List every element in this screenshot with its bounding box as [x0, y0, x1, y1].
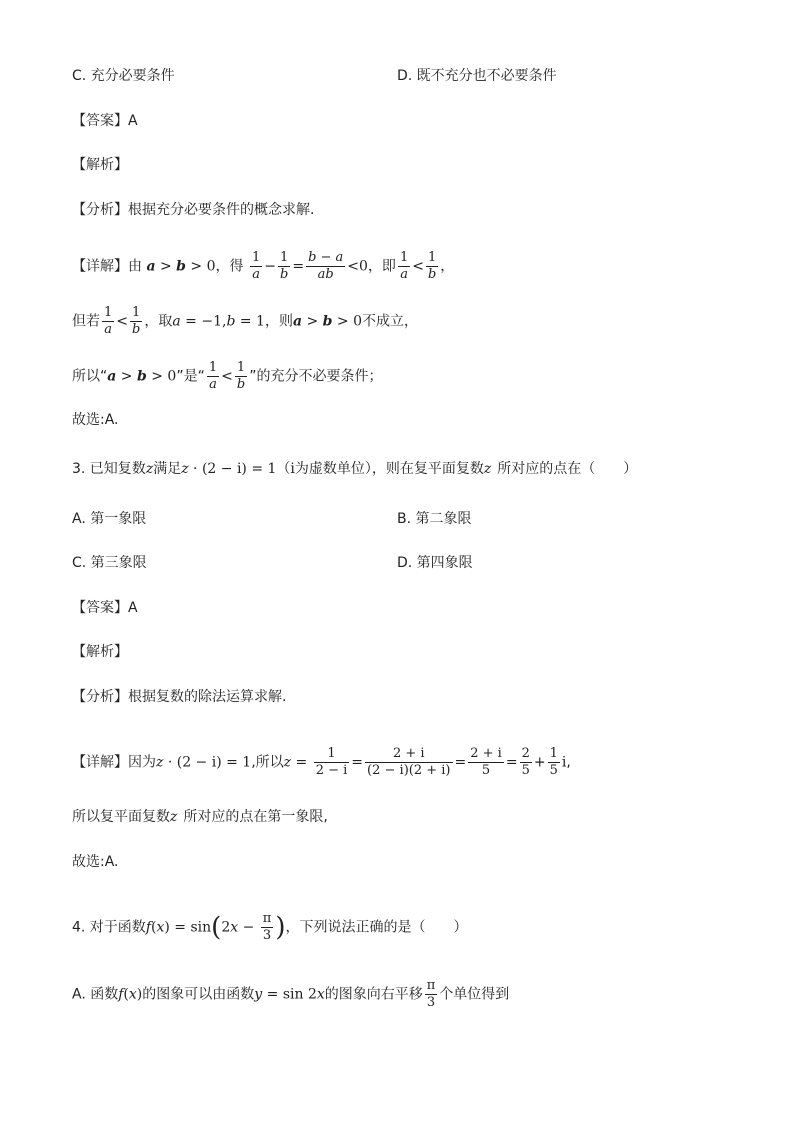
q3-fenxi	[72, 687, 286, 707]
answer-tag: 【答案】	[72, 600, 128, 616]
q3-option-a: A. 第一象限	[72, 511, 147, 527]
q2-fenxi	[72, 200, 314, 220]
q3-answer	[72, 598, 138, 618]
answer-value: A	[128, 113, 138, 129]
fraction-b-minus-a-over-ab: $\frac{b - a}{ab}$	[308, 250, 344, 282]
q3-xiangjie: 【详解】因为z · (2 − i) = 1,所以z = $\frac{1}{2 - i}$ = $\frac{2 + i}{(2 - i)(2 + i)}$ = $\frac{2 + i}{5}$ = $\frac{2}{5}$ + $\frac{1}{5}$ i,	[72, 746, 571, 778]
q2-xiangjie-line2: 但若 $\frac{1}{a}$ < $\frac{1}{b}$ ，取a = −1,b = 1，则a > b > 0不成立，	[72, 305, 419, 337]
q3-jiexi-heading: 【解析】	[72, 644, 128, 660]
fenxi-text: 根据充分必要条件的概念求解.	[128, 202, 315, 218]
q2-xiangjie-line1: 【详解】由 a > b > 0，得 $\frac{1}{a}$ − $\frac{1}{b}$ = $\frac{b - a}{ab}$ <0，即 $\frac{1}{a}$ < $\frac{1}{b}$ ，	[72, 250, 455, 282]
xiangjie-tag: 【详解】	[72, 754, 128, 771]
fenxi-tag: 【分析】	[72, 689, 128, 705]
q3-conclusion: 所以复平面复数z 所对应的点在第一象限,	[72, 809, 328, 825]
q4-option-a: A. 函数f(x)的图象可以由函数y = sin 2x的图象向右平移 $\frac{\pi}{3}$ 个单位得到	[72, 978, 510, 1010]
math-a-gt-b-gt-0: a	[146, 258, 156, 275]
q2-jiexi-heading: 【解析】	[72, 157, 128, 173]
xiangjie-tag: 【详解】	[72, 258, 128, 275]
answer-value: A	[128, 600, 138, 616]
q2-option-d: D. 既不充分也不必要条件	[397, 68, 557, 84]
fenxi-text: 根据复数的除法运算求解.	[128, 689, 287, 705]
q3-guxuan: 故选:A.	[72, 854, 119, 870]
answer-tag: 【答案】	[72, 113, 128, 129]
q3-option-c: C. 第三象限	[72, 555, 147, 571]
q2-answer	[72, 111, 138, 131]
q4-stem: 4. 对于函数f(x) = sin(2x − $\frac{\pi}{3}$ )，下列说法正确的是（ ）	[72, 911, 468, 943]
q3-option-d: D. 第四象限	[397, 555, 473, 571]
fenxi-tag: 【分析】	[72, 202, 128, 218]
q3-option-b: B. 第二象限	[397, 511, 472, 527]
q2-guxuan: 故选:A.	[72, 412, 119, 428]
fraction-1-over-a: $\frac{1}{a}$	[251, 250, 261, 282]
q2-xiangjie-line3: 所以“a > b > 0”是“ $\frac{1}{a}$ < $\frac{1}{b}$ ”的充分不必要条件；	[72, 360, 383, 392]
q2-option-c: C. 充分必要条件	[72, 68, 175, 84]
q3-stem: 3. 已知复数z满足z · (2 − i) = 1（i为虚数单位），则在复平面复数z 所对应的点在（ ）	[72, 461, 638, 477]
